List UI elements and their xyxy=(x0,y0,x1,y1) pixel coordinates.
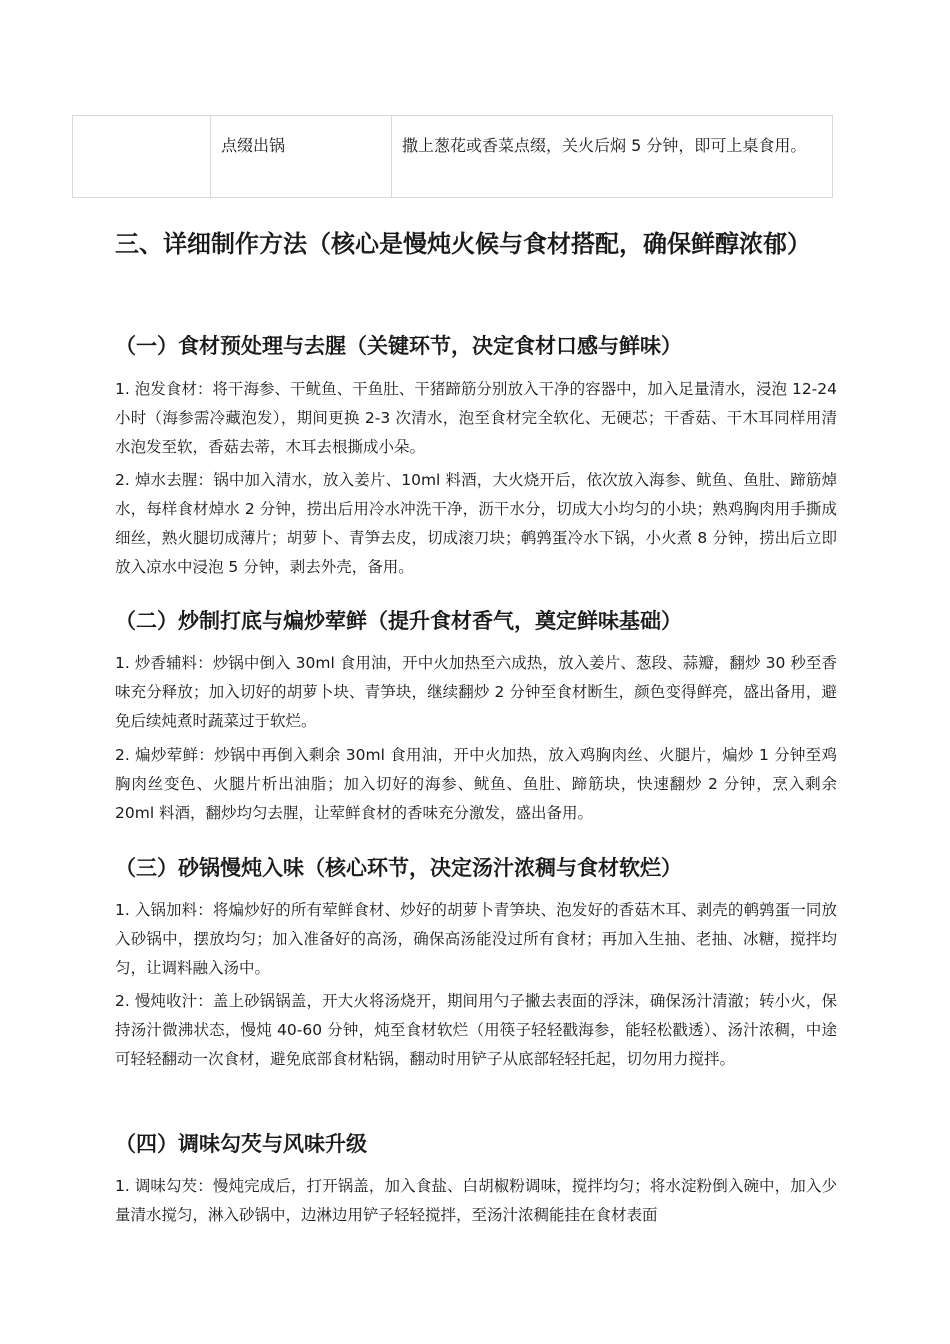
subsection-heading-2: （二）炒制打底与煸炒荤鲜（提升食材香气，奠定鲜味基础） xyxy=(115,609,682,633)
paragraph-slow-stew: 2. 慢炖收汁：盖上砂锅锅盖，开大火将汤烧开，期间用勺子撇去表面的浮沫，确保汤汁清澈；转小火，保持汤汁微沸状态，慢炖 40-60 分钟，炖至食材软烂（用筷子轻轻戳海参，能轻松戳透）、汤汁浓稠，中途可轻轻翻动一次食材，避免底部食材粘锅，翻动时用铲子从底部轻轻托起，切勿用力搅拌。 xyxy=(115,992,837,1068)
paragraph-add-to-pot: 1. 入锅加料：将煸炒好的所有荤鲜食材、炒好的胡萝卜青笋块、泡发好的香菇木耳、剥壳的鹌鹑蛋一同放入砂锅中，摆放均匀；加入准备好的高汤，确保高汤能没过所有食材；再加入生抽、老抽、冰糖，搅拌均匀，让调料融入汤中。 xyxy=(115,901,837,977)
section-title: 三、详细制作方法（核心是慢炖火候与食材搭配，确保鲜醇浓郁） xyxy=(115,230,811,258)
paragraph-stir-fry-meat: 2. 煸炒荤鲜：炒锅中再倒入剩余 30ml 食用油，开中火加热，放入鸡胸肉丝、火腿片，煸炒 1 分钟至鸡胸肉丝变色、火腿片析出油脂；加入切好的海参、鱿鱼、鱼肚、蹄筋块，快速翻炒 2 分钟，烹入剩余 20ml 料酒，翻炒均匀去腥，让荤鲜食材的香味充分激发，盛出备用。 xyxy=(115,746,837,822)
table-cell-empty xyxy=(73,116,211,198)
table-row xyxy=(73,116,833,198)
subsection-heading-4: （四）调味勾芡与风味升级 xyxy=(115,1132,367,1156)
paragraph-soak: 1. 泡发食材：将干海参、干鱿鱼、干鱼肚、干猪蹄筋分别放入干净的容器中，加入足量清水，浸泡 12-24 小时（海参需冷藏泡发），期间更换 2-3 次清水，泡至食材完全软化、无硬芯；干香菇、干木耳同样用清水泡发至软，香菇去蒂，木耳去根撕成小朵。 xyxy=(115,380,837,456)
subsection-heading-3: （三）砂锅慢炖入味（核心环节，决定汤汁浓稠与食材软烂） xyxy=(115,856,682,880)
table-cell-description: 撒上葱花或香菜点缀，关火后焖 5 分钟，即可上桌食用。 xyxy=(392,116,833,198)
table-cell-step: 点缀出锅 xyxy=(211,116,392,198)
steps-table xyxy=(72,115,833,198)
paragraph-fry-aromatics: 1. 炒香辅料：炒锅中倒入 30ml 食用油，开中火加热至六成热，放入姜片、葱段、蒜瓣，翻炒 30 秒至香味充分释放；加入切好的胡萝卜块、青笋块，继续翻炒 2 分钟至食材断生，颜色变得鲜亮，盛出备用，避免后续炖煮时蔬菜过于软烂。 xyxy=(115,654,837,730)
paragraph-season-thicken: 1. 调味勾芡：慢炖完成后，打开锅盖，加入食盐、白胡椒粉调味，搅拌均匀；将水淀粉倒入碗中，加入少量清水搅匀，淋入砂锅中，边淋边用铲子轻轻搅拌，至汤汁浓稠能挂在食材表面 xyxy=(115,1177,837,1224)
subsection-heading-1: （一）食材预处理与去腥（关键环节，决定食材口感与鲜味） xyxy=(115,334,682,358)
paragraph-blanch: 2. 焯水去腥：锅中加入清水，放入姜片、10ml 料酒，大火烧开后，依次放入海参、鱿鱼、鱼肚、蹄筋焯水，每样食材焯水 2 分钟，捞出后用冷水冲洗干净，沥干水分，切成大小均匀的小块；熟鸡胸肉用手撕成细丝，熟火腿切成薄片；胡萝卜、青笋去皮，切成滚刀块；鹌鹑蛋冷水下锅，小火煮 8 分钟，捞出后立即放入凉水中浸泡 5 分钟，剥去外壳，备用。 xyxy=(115,471,837,576)
